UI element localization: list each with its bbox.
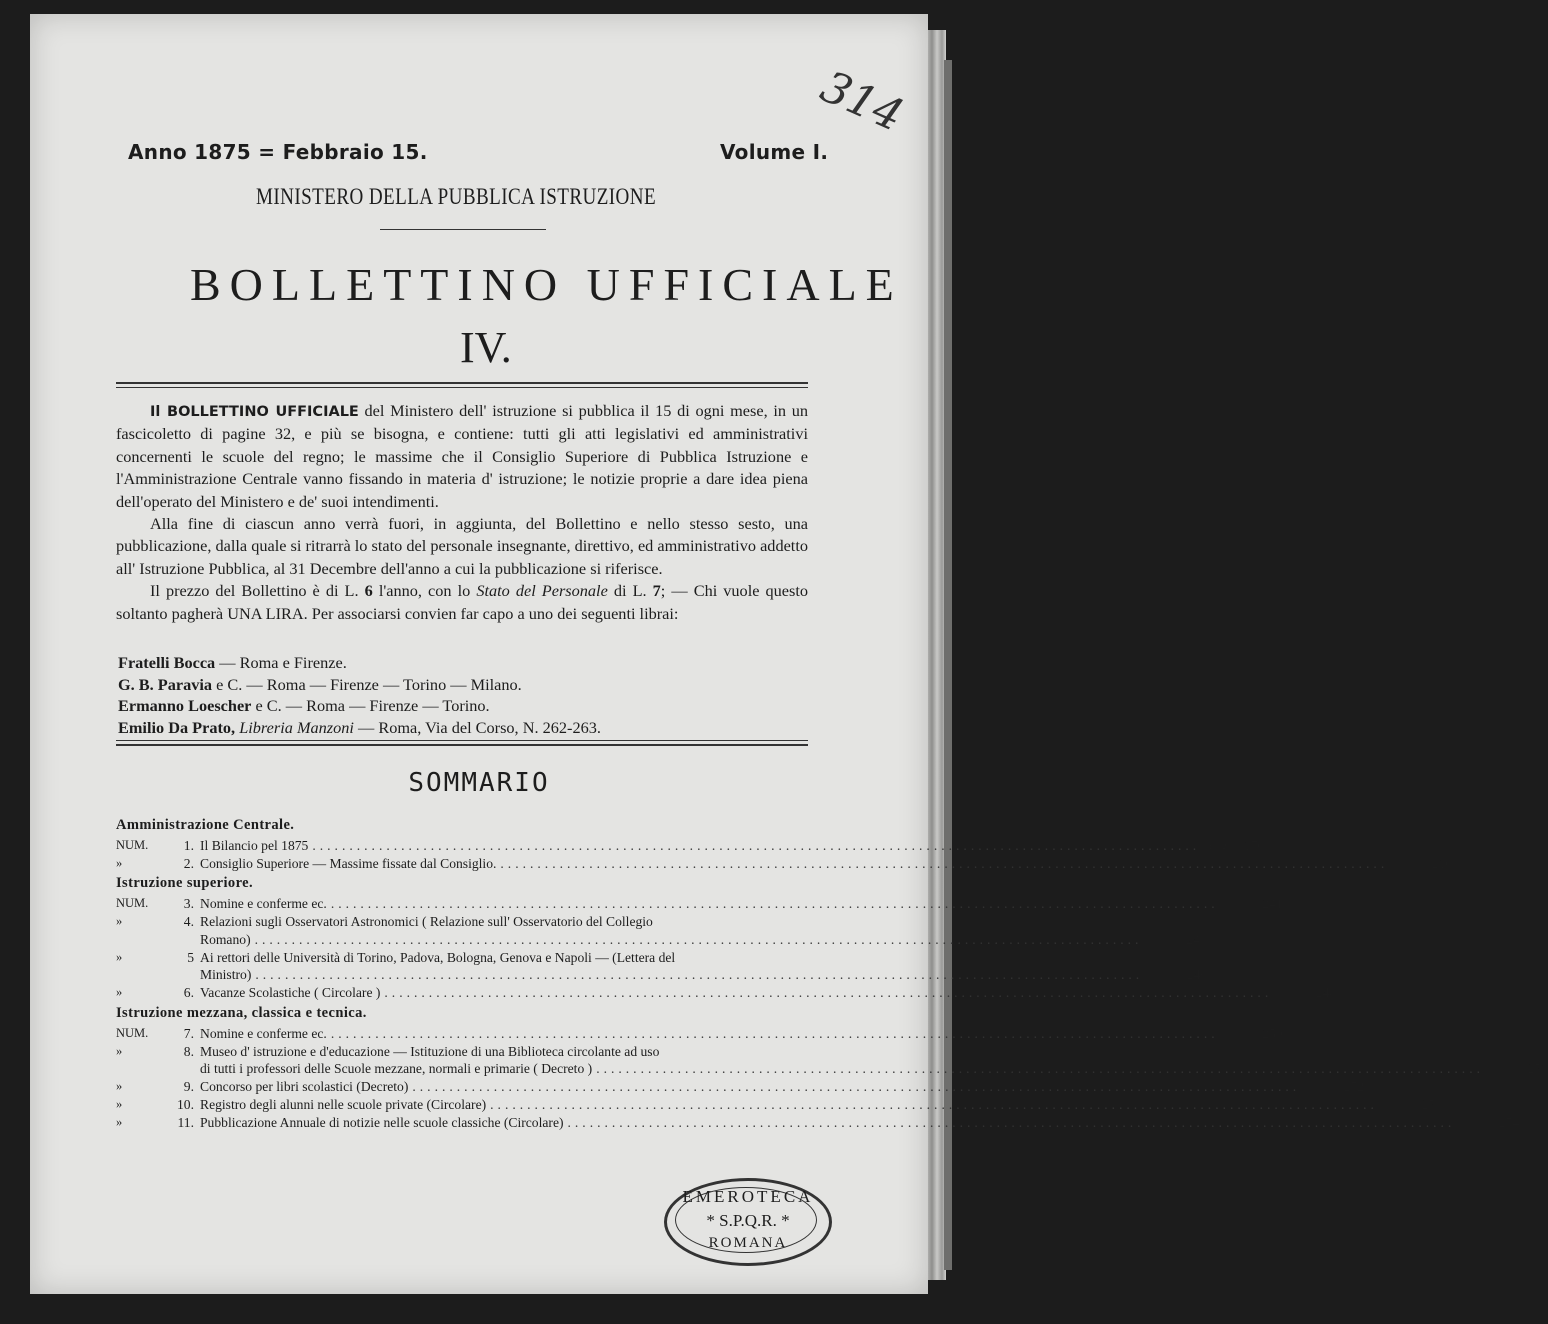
intro-paragraph-1 xyxy=(116,400,808,513)
toc-num-label: » xyxy=(116,913,123,928)
intro-paragraph-3 xyxy=(116,580,808,625)
toc-leader-dots: ........................................................................................................................ xyxy=(412,1079,1301,1095)
toc-section-title: Istruzione superiore. xyxy=(116,875,254,892)
table-of-contents xyxy=(116,814,1548,1132)
toc-entry xyxy=(116,1043,810,1061)
title-rule xyxy=(380,229,546,230)
toc-num-label: » xyxy=(116,1114,123,1129)
toc-page-number: 254 xyxy=(1498,1114,1520,1130)
stamp-line-1: EMEROTECA xyxy=(682,1187,814,1206)
toc-entry-text: Museo d' istruzione e d'educazione — Istituzione di una Biblioteca circolante ad uso xyxy=(200,1043,660,1059)
toc-entry-text: Registro degli alunni nelle scuole private (Circolare) xyxy=(200,1096,487,1112)
toc-entry-index: 6. xyxy=(183,985,194,1001)
toc-entry-text: Pubblicazione Annuale di notizie nelle scuole classiche (Circolare) xyxy=(200,1114,564,1130)
intro-p1-text: del Ministero dell' istruzione si pubblica il 15 di ogni mese, in un fascicoletto di pagine 32, e più se bisogna, e contiene: tutti gli atti legislativi ed amministrativi concernenti le scuole del regno; le massime che il Consiglio Superiore di Pubblica Istruzione e l'Amministrazione Centrale vanno fissando in materia d' istruzione; le notizie proprie a dare idea piena dell'operato del Ministero e de' suoi intendimenti. xyxy=(116,401,809,511)
toc-entry-text: Il Bilancio pel 1875 xyxy=(200,837,309,853)
publisher-name: Fratelli Bocca xyxy=(118,653,216,672)
divider-top xyxy=(116,382,808,384)
toc-page-number: 243 xyxy=(1186,931,1207,947)
toc-entry-text: Nomine e conferme ec. xyxy=(200,1025,327,1041)
intro-text xyxy=(116,400,808,625)
toc-entry xyxy=(116,1078,1365,1096)
toc-page-label: » xyxy=(1479,1114,1486,1129)
toc-entry-index: 4. xyxy=(183,913,194,929)
toc-page-label: » xyxy=(1242,896,1249,911)
toc-entry-index: 10. xyxy=(177,1096,194,1112)
toc-entry-index: 7. xyxy=(183,1025,194,1041)
publisher-cities: e C. — Roma — Firenze — Torino. xyxy=(251,696,490,715)
toc-page-label: » xyxy=(1411,855,1419,870)
price-value: 6 xyxy=(364,581,373,601)
toc-page-number: 251 xyxy=(1527,1061,1548,1077)
toc-entry-index: 9. xyxy=(183,1079,194,1095)
publisher-name: G. B. Paravia xyxy=(118,674,213,694)
toc-entry-index: 8. xyxy=(183,1043,194,1059)
toc-entry-text: Nomine e conferme ec. xyxy=(200,896,327,912)
toc-page-number: 248 xyxy=(1315,985,1337,1001)
toc-entry-text: Relazioni sugli Osservatori Astronomici ( Relazione sull' Osservatorio del Collegio xyxy=(200,913,653,929)
archive-number: 314 xyxy=(813,61,911,142)
toc-leader-dots: ........................................................................................................................ xyxy=(384,985,1273,1001)
toc-entry xyxy=(116,1096,1442,1114)
toc-leader-dots: ........................................................................................................................ xyxy=(596,1061,1484,1077)
toc-entry-index: 2. xyxy=(183,855,194,871)
toc-entry-text-wrap xyxy=(200,913,746,931)
toc-leader-dots: ........................................................................................................................ xyxy=(490,1096,1378,1112)
toc-entry xyxy=(116,855,1453,873)
toc-page-number: 246 xyxy=(1186,967,1208,983)
volume-label: Volume I. xyxy=(720,140,829,164)
toc-page-label: » xyxy=(1166,931,1173,946)
toc-leader-dots: ........................................................................................................................ xyxy=(500,855,1389,871)
price-text-a: Il prezzo del Bollettino è di L. xyxy=(150,581,365,601)
price-text-b: l'anno, con lo xyxy=(372,581,477,601)
publisher-name: Ermanno Loescher xyxy=(118,696,252,715)
toc-num-label: » xyxy=(116,949,123,964)
toc-section-title: Amministrazione Centrale. xyxy=(116,817,295,833)
divider-top-thin xyxy=(116,387,808,388)
toc-entry-text-wrap xyxy=(200,895,1219,913)
publisher-cities: e C. — Roma — Firenze — Torino — Milano. xyxy=(212,674,522,694)
toc-page-number: 253 xyxy=(1421,1096,1442,1112)
toc-entry-text-wrap xyxy=(200,837,1200,855)
toc-entry xyxy=(116,949,810,967)
toc-page-label: Pag. xyxy=(1208,837,1231,852)
publisher-name: Emilio Da Prato, xyxy=(118,717,236,737)
toc-entry-index: 11. xyxy=(177,1114,194,1130)
toc-entry-text-wrap xyxy=(200,1078,1300,1096)
toc-entry-index: 3. xyxy=(183,896,194,912)
toc-entry-text: Ai rettori delle Università di Torino, Padova, Bologna, Genova e Napoli — (Lettera del xyxy=(200,949,676,965)
price-text-c: di L. xyxy=(607,581,653,601)
publisher-item xyxy=(118,674,601,696)
ministry-name: MINISTERO DELLA PUBBLICA ISTRUZIONE xyxy=(256,184,657,209)
toc-entry-text-cont: di tutti i professori delle Scuole mezzane, normali e primarie ( Decreto ) xyxy=(200,1061,593,1077)
toc-page-number: 250 xyxy=(1262,1025,1283,1041)
toc-entry xyxy=(116,1114,1520,1132)
toc-leader-dots: ........................................................................................................................ xyxy=(312,837,1201,853)
toc-section-title: Istruzione mezzana, classica e tecnica. xyxy=(116,1004,367,1021)
toc-page-number: 210 xyxy=(1431,855,1453,871)
toc-leader-dots: ........................................................................................................................ xyxy=(330,1025,1219,1041)
publisher-item xyxy=(118,717,601,739)
bulletin-title: BOLLETTINO UFFICIALE xyxy=(190,259,903,310)
toc-entry-text-wrap xyxy=(200,1096,1378,1114)
toc-entry-text-wrap xyxy=(200,1025,1219,1043)
stamp-line-3: ROMANA xyxy=(708,1235,788,1251)
toc-num-label: » xyxy=(116,985,123,1000)
toc-entry-continuation xyxy=(116,931,1207,949)
toc-page-label: » xyxy=(1507,1061,1514,1076)
price-value-2: 7 xyxy=(652,581,661,601)
toc-page-number: 170 xyxy=(1243,837,1265,853)
toc-entry-text-wrap xyxy=(200,984,1272,1002)
toc-leader-dots: ........................................................................................................................ xyxy=(330,896,1219,912)
toc-entry-continuation xyxy=(116,1060,1548,1078)
stamp-line-2: * S.P.Q.R. * xyxy=(706,1211,790,1230)
toc-entry-text-cont: Romano) xyxy=(200,931,251,947)
publishers-list xyxy=(118,652,601,738)
toc-num-label: » xyxy=(116,1096,123,1111)
toc-entry-text-wrap xyxy=(200,949,746,967)
stato-personale: Stato del Personale xyxy=(476,581,608,601)
toc-entry-text-wrap xyxy=(200,966,1143,984)
toc-leader-dots: ........................................................................................................................ xyxy=(254,931,1143,947)
toc-page-label: » xyxy=(1166,967,1174,982)
toc-num-label: » xyxy=(116,855,123,870)
toc-entry-continuation xyxy=(116,966,1208,984)
toc-num-label: » xyxy=(116,1079,123,1094)
toc-entry-text: Concorso per libri scolastici (Decreto) xyxy=(200,1079,409,1095)
publisher-item xyxy=(118,695,601,717)
price-text-d: ; — Chi vuole questo soltanto pagherà UNA LIRA. Per associarsi convien far capo a uno dei seguenti librai: xyxy=(116,581,809,623)
toc-page-number: 241 xyxy=(1262,896,1283,912)
divider-mid xyxy=(116,744,808,746)
toc-entry xyxy=(116,913,810,931)
issue-number: IV. xyxy=(460,323,512,372)
toc-page-label: » xyxy=(1323,1079,1331,1094)
toc-page-number: 252 xyxy=(1343,1079,1365,1095)
issue-date: Anno 1875 = Febbraio 15. xyxy=(128,140,428,164)
toc-page-label: » xyxy=(1242,1025,1249,1040)
toc-num-label: NUM. xyxy=(116,896,149,911)
toc-entry-text-wrap xyxy=(200,1060,1484,1078)
bulletin-name-inline: Il BOLLETTINO UFFICIALE xyxy=(150,404,359,420)
toc-page-label: » xyxy=(1401,1096,1408,1111)
toc-num-label: NUM. xyxy=(116,1025,149,1040)
toc-entry xyxy=(116,984,1337,1002)
toc-entry-text-wrap xyxy=(200,931,1142,949)
toc-entry-index: 1. xyxy=(183,837,194,853)
publisher-cities: — Roma, Via del Corso, N. 262-263. xyxy=(353,717,601,737)
document-page xyxy=(30,14,1548,1294)
toc-num-label: » xyxy=(116,1043,123,1058)
toc-entry xyxy=(116,895,1283,913)
toc-leader-dots: ........................................................................................................................ xyxy=(255,967,1144,983)
publisher-cities: — Roma e Firenze. xyxy=(215,653,347,672)
toc-entry-text: Vacanze Scolastiche ( Circolare ) xyxy=(200,985,381,1001)
toc-entry-index: 5 xyxy=(187,949,194,965)
toc-page-label: » xyxy=(1295,985,1303,1000)
toc-entry-text-wrap xyxy=(200,855,1388,873)
toc-leader-dots: ........................................................................................................................ xyxy=(567,1114,1456,1130)
toc-entry-text-wrap xyxy=(200,1043,746,1061)
toc-entry xyxy=(116,1025,1283,1043)
toc-entry-text-wrap xyxy=(200,1114,1455,1132)
toc-num-label: NUM. xyxy=(116,837,149,852)
divider-mid-thin xyxy=(116,740,808,741)
sommario-heading: SOMMARIO xyxy=(408,768,550,798)
publisher-item xyxy=(118,652,601,674)
publisher-shop: Libreria Manzoni xyxy=(235,717,354,737)
toc-entry-text-cont: Ministro) xyxy=(200,967,252,983)
toc-entry xyxy=(116,837,1265,855)
library-stamp xyxy=(664,1178,832,1266)
toc-entry-text: Consiglio Superiore — Massime fissate dal Consiglio. xyxy=(200,855,497,871)
intro-paragraph-2: Alla fine di ciascun anno verrà fuori, in aggiunta, del Bollettino e nello stesso sesto, una pubblicazione, dalla quale si ritrarrà lo stato del personale insegnante, direttivo, ed amministrativo addetto all' Istruzione Pubblica, al 31 Decembre dell'anno a cui la pubblicazione si riferisce. xyxy=(116,514,808,578)
